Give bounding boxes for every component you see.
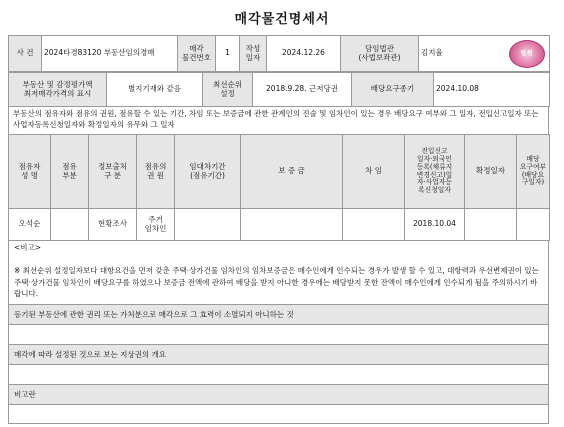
deadline-value: 2024.10.08 [434,73,550,107]
cell-fixed-date [465,209,517,241]
deadline-label: 배당요구종기 [352,73,434,107]
item-no-label: 매각 물건번호 [178,36,216,72]
occupancy-notice: 부동산의 점유자와 점유의 권원, 점유할 수 있는 기간, 차임 또는 보증금에 관한 관계인의 진술 및 임차인이 있는 경우 배당요구 여부와 그 일자, 전입신고일자 또는 사업자등록신청일자와 확정일자의 유무와 그 일자 [8,106,549,134]
cell-deposit [241,209,343,241]
col-lease-period: 임대차기간 (점유기간) [175,135,241,209]
col-fixed-date: 확정일자 [465,135,517,209]
appraisal-label: 부동산 및 감정평가액 최저매각가격의 표시 [9,73,107,107]
case-label: 사 건 [9,36,42,72]
cell-lease-period [175,209,241,241]
remark-label: <비고> [8,240,549,264]
cell-rent [343,209,405,241]
col-rent: 차 임 [343,135,405,209]
occupancy-table [8,134,550,241]
judge-value: 김지율 [419,36,550,72]
created-value: 2024.12.26 [267,36,341,72]
document-title: 매각물건명세서 [234,12,330,27]
cell-info-source: 현황조사 [89,209,137,241]
memo-section-content [8,404,549,424]
cell-occupied-part [51,209,89,241]
remark-note: ※ 최선순위 설정일자보다 대항요건을 먼저 갖춘 주택·상가건물 임차인의 임차보증금은 매수인에게 인수되는 경우가 발생 할 수 있고, 대항력과 우선변제권이 있는 주택·상가건물 임차인이 배당요구를 하였으나 보증금 전액에 관하여 배당을 받지 아니한 경우에는 배당받지 못한 잔액이 매수인에게 인수되게 됨을 주의하시기 바랍니다. [8,264,549,304]
memo-section-label: 비고란 [8,384,549,405]
table-row [9,209,550,241]
cell-dividend-request [517,209,550,241]
created-label: 작성 일자 [240,36,267,72]
col-deposit: 보 증 금 [241,135,343,209]
case-value: 2024타경83120 부동산임의경매 [42,36,178,72]
item-no-value: 1 [216,36,240,72]
first-lien-value: 2018.9.28. 근저당권 [253,73,352,107]
cell-move-in-date: 2018.10.04 [405,209,465,241]
surface-rights-section-content [8,364,549,385]
col-occupant-name: 점유자 성 명 [9,135,51,209]
col-info-source: 정보출처 구 분 [89,135,137,209]
first-lien-label: 최선순위 설정 [203,73,253,107]
rights-section-label: 등기된 부동산에 관한 권리 또는 가처분으로 매각으로 그 효력이 소멸되지 아니하는 것 [8,304,549,325]
occupancy-header-row [9,135,550,209]
appraisal-table [8,72,550,107]
rights-section-content [8,324,549,345]
cell-occupant-name: 오석순 [9,209,51,241]
judge-label: 담임법관 (사법보좌관) [341,36,419,72]
col-dividend-request: 배당 요구여부 (배당요구일자) [517,135,550,209]
court-seal-stamp: 법원 [509,40,545,68]
col-occupancy-title: 점유의 권 원 [137,135,175,209]
cell-occupancy-title: 주거 임차인 [137,209,175,241]
col-move-in-date: 전입신고 일자·외국인 등록(체류지 변경신고)일 자·사업자등 록신청일자 [405,135,465,209]
surface-rights-section-label: 매각에 따라 설정된 것으로 보는 지상권의 개요 [8,344,549,365]
col-occupied-part: 점유 부분 [51,135,89,209]
appraisal-value: 별지기재와 같음 [107,73,203,107]
case-header-table [8,35,550,72]
